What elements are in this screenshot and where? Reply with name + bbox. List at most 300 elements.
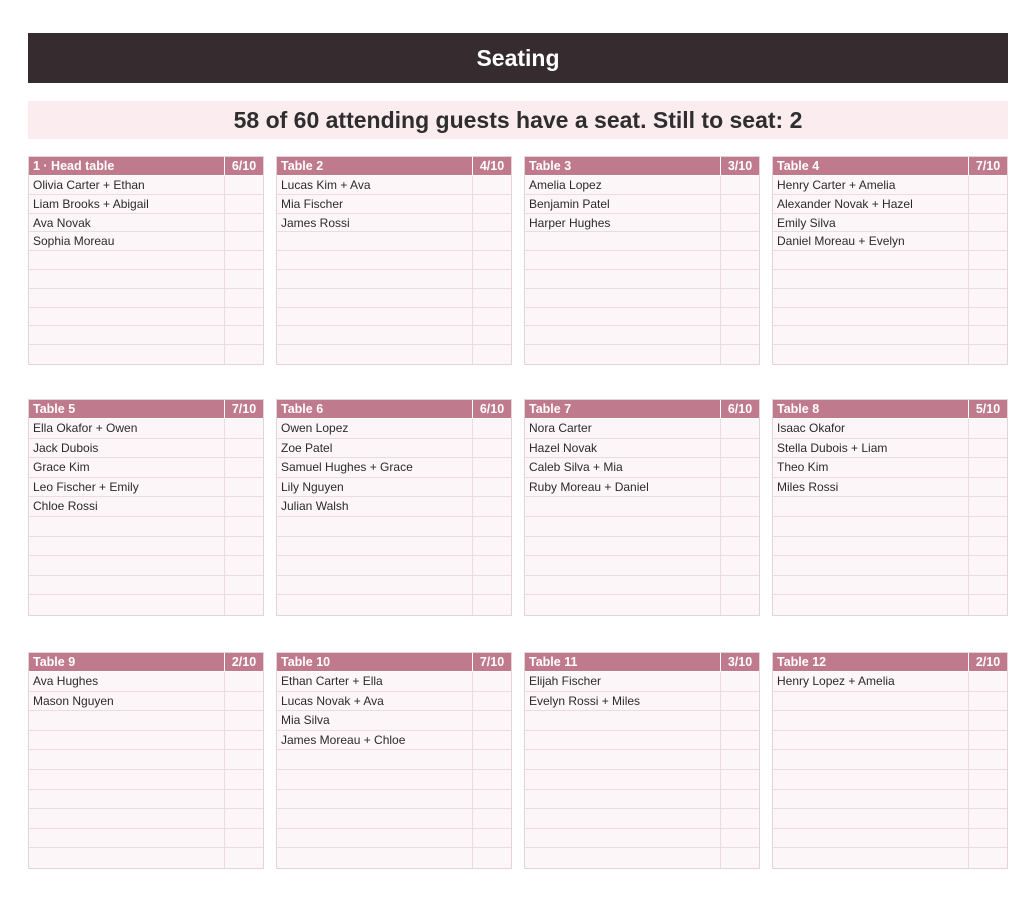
guest-name bbox=[773, 326, 969, 344]
seat-row[interactable] bbox=[277, 576, 511, 596]
guest-name bbox=[29, 345, 225, 364]
table-seat-count: 2/10 bbox=[975, 655, 1001, 669]
guest-name bbox=[525, 289, 721, 307]
seat-cell bbox=[969, 692, 1007, 711]
seat-cell bbox=[721, 326, 759, 344]
seat-row[interactable] bbox=[29, 251, 263, 270]
seat-row[interactable] bbox=[29, 419, 263, 439]
seat-cell bbox=[473, 517, 511, 536]
seat-row[interactable] bbox=[525, 326, 759, 345]
seat-cell bbox=[721, 345, 759, 364]
seat-row[interactable] bbox=[29, 711, 263, 731]
seat-row[interactable] bbox=[277, 537, 511, 557]
seat-row[interactable] bbox=[277, 692, 511, 712]
seat-cell bbox=[721, 556, 759, 575]
guest-name bbox=[277, 576, 473, 595]
seat-row[interactable] bbox=[277, 790, 511, 810]
seat-row[interactable] bbox=[773, 790, 1007, 810]
seat-row[interactable] bbox=[525, 345, 759, 364]
seat-cell bbox=[721, 419, 759, 438]
seat-row[interactable] bbox=[277, 517, 511, 537]
seat-cell bbox=[225, 731, 263, 750]
table-header bbox=[29, 653, 263, 672]
seat-row[interactable] bbox=[29, 809, 263, 829]
seat-row[interactable] bbox=[773, 731, 1007, 751]
seat-row[interactable] bbox=[525, 790, 759, 810]
seat-row[interactable] bbox=[525, 672, 759, 692]
seat-row[interactable] bbox=[773, 829, 1007, 849]
guest-name bbox=[29, 711, 225, 730]
seat-row[interactable] bbox=[773, 458, 1007, 478]
seat-row[interactable] bbox=[525, 750, 759, 770]
seat-cell bbox=[225, 576, 263, 595]
seat-row[interactable] bbox=[277, 848, 511, 868]
seat-cell bbox=[473, 176, 511, 194]
table-card[interactable] bbox=[772, 652, 1008, 869]
seat-row[interactable] bbox=[525, 419, 759, 439]
seat-row[interactable] bbox=[277, 326, 511, 345]
seat-row[interactable] bbox=[29, 790, 263, 810]
guest-name: Stella Dubois + Liam bbox=[773, 439, 969, 458]
seat-row[interactable] bbox=[773, 195, 1007, 214]
table-seat-count: 3/10 bbox=[727, 159, 753, 173]
seat-row[interactable] bbox=[773, 672, 1007, 692]
table-card[interactable] bbox=[28, 652, 264, 869]
seat-cell bbox=[969, 595, 1007, 615]
guest-name bbox=[773, 848, 969, 868]
seat-row[interactable] bbox=[29, 270, 263, 289]
seat-row[interactable] bbox=[525, 711, 759, 731]
seat-row[interactable] bbox=[29, 770, 263, 790]
seat-row[interactable] bbox=[525, 270, 759, 289]
seat-cell bbox=[225, 848, 263, 868]
seat-row[interactable] bbox=[277, 497, 511, 517]
seat-cell bbox=[225, 672, 263, 691]
seat-cell bbox=[473, 750, 511, 769]
seat-cell bbox=[721, 711, 759, 730]
guest-name: Samuel Hughes + Grace bbox=[277, 458, 473, 477]
seat-row[interactable] bbox=[277, 345, 511, 364]
guest-name bbox=[277, 289, 473, 307]
guest-name bbox=[277, 829, 473, 848]
seat-row[interactable] bbox=[525, 478, 759, 498]
seat-row[interactable] bbox=[277, 750, 511, 770]
seat-row[interactable] bbox=[29, 497, 263, 517]
guest-name bbox=[525, 595, 721, 615]
seat-row[interactable] bbox=[277, 214, 511, 233]
seat-row[interactable] bbox=[773, 478, 1007, 498]
seat-cell bbox=[721, 672, 759, 691]
seat-cell bbox=[473, 537, 511, 556]
seat-row[interactable] bbox=[277, 711, 511, 731]
seat-row[interactable] bbox=[773, 711, 1007, 731]
table-name: Table 11 bbox=[525, 653, 721, 671]
seat-row[interactable] bbox=[277, 556, 511, 576]
guest-name: Lucas Kim + Ava bbox=[277, 176, 473, 194]
seat-row[interactable] bbox=[525, 770, 759, 790]
guest-name bbox=[525, 809, 721, 828]
table-name: Table 6 bbox=[277, 400, 473, 418]
seat-row[interactable] bbox=[29, 232, 263, 251]
seat-row[interactable] bbox=[277, 809, 511, 829]
seat-row[interactable] bbox=[773, 214, 1007, 233]
seat-row[interactable] bbox=[29, 439, 263, 459]
seat-cell bbox=[721, 595, 759, 615]
table-card[interactable] bbox=[28, 156, 264, 365]
guest-name: Daniel Moreau + Evelyn bbox=[773, 232, 969, 250]
guest-name: James Rossi bbox=[277, 214, 473, 232]
seat-row[interactable] bbox=[773, 326, 1007, 345]
guest-name bbox=[29, 790, 225, 809]
table-card[interactable] bbox=[276, 399, 512, 616]
guest-name bbox=[277, 770, 473, 789]
seat-row[interactable] bbox=[277, 595, 511, 615]
guest-name bbox=[525, 848, 721, 868]
guest-name bbox=[29, 750, 225, 769]
seat-row[interactable] bbox=[525, 576, 759, 596]
seat-cell bbox=[225, 214, 263, 232]
guest-name bbox=[773, 829, 969, 848]
guest-name bbox=[525, 270, 721, 288]
seat-cell bbox=[969, 270, 1007, 288]
seat-row[interactable] bbox=[277, 270, 511, 289]
seat-cell bbox=[225, 326, 263, 344]
seat-row[interactable] bbox=[525, 692, 759, 712]
seat-row[interactable] bbox=[773, 251, 1007, 270]
seat-row[interactable] bbox=[29, 517, 263, 537]
table-card[interactable] bbox=[524, 399, 760, 616]
guest-name bbox=[277, 848, 473, 868]
seat-cell bbox=[225, 419, 263, 438]
guest-name: Chloe Rossi bbox=[29, 497, 225, 516]
table-card[interactable] bbox=[28, 399, 264, 616]
seat-cell bbox=[473, 497, 511, 516]
table-seat-count: 2/10 bbox=[231, 655, 257, 669]
seat-row[interactable] bbox=[525, 308, 759, 327]
seat-row[interactable] bbox=[773, 595, 1007, 615]
seat-row[interactable] bbox=[773, 176, 1007, 195]
guest-name bbox=[525, 770, 721, 789]
seat-row[interactable] bbox=[525, 439, 759, 459]
guest-name: James Moreau + Chloe bbox=[277, 731, 473, 750]
seat-cell bbox=[969, 214, 1007, 232]
seat-cell bbox=[473, 770, 511, 789]
seat-cell bbox=[969, 497, 1007, 516]
guest-name: Miles Rossi bbox=[773, 478, 969, 497]
table-header bbox=[525, 653, 759, 672]
guest-name bbox=[29, 537, 225, 556]
seat-cell bbox=[473, 478, 511, 497]
seat-row[interactable] bbox=[29, 458, 263, 478]
seat-cell bbox=[473, 270, 511, 288]
seat-cell bbox=[225, 537, 263, 556]
seat-row[interactable] bbox=[29, 345, 263, 364]
seat-row[interactable] bbox=[277, 439, 511, 459]
seat-row[interactable] bbox=[525, 556, 759, 576]
seat-row[interactable] bbox=[525, 595, 759, 615]
table-card[interactable] bbox=[276, 652, 512, 869]
guest-name: Olivia Carter + Ethan bbox=[29, 176, 225, 194]
seat-cell bbox=[721, 439, 759, 458]
seat-cell bbox=[225, 439, 263, 458]
seat-row[interactable] bbox=[29, 576, 263, 596]
table-name: 1 · Head table bbox=[29, 157, 225, 175]
seat-cell bbox=[225, 595, 263, 615]
seat-row[interactable] bbox=[277, 458, 511, 478]
table-name: Table 12 bbox=[773, 653, 969, 671]
seat-row[interactable] bbox=[773, 809, 1007, 829]
seat-row[interactable] bbox=[277, 308, 511, 327]
seat-row[interactable] bbox=[525, 517, 759, 537]
seat-cell bbox=[721, 848, 759, 868]
seat-row[interactable] bbox=[29, 478, 263, 498]
seat-row[interactable] bbox=[525, 232, 759, 251]
guest-name bbox=[525, 517, 721, 536]
seat-cell bbox=[969, 458, 1007, 477]
seat-row[interactable] bbox=[773, 750, 1007, 770]
guest-name: Amelia Lopez bbox=[525, 176, 721, 194]
seat-row[interactable] bbox=[277, 731, 511, 751]
guest-name bbox=[525, 308, 721, 326]
seat-row[interactable] bbox=[277, 419, 511, 439]
guest-name bbox=[525, 537, 721, 556]
seat-row[interactable] bbox=[29, 829, 263, 849]
seat-row[interactable] bbox=[773, 517, 1007, 537]
seat-row[interactable] bbox=[525, 195, 759, 214]
seat-cell bbox=[473, 326, 511, 344]
seat-cell bbox=[721, 790, 759, 809]
seat-row[interactable] bbox=[773, 576, 1007, 596]
seat-row[interactable] bbox=[525, 251, 759, 270]
seat-cell bbox=[473, 419, 511, 438]
seat-row[interactable] bbox=[29, 731, 263, 751]
guest-name: Leo Fischer + Emily bbox=[29, 478, 225, 497]
seat-row[interactable] bbox=[773, 289, 1007, 308]
table-seat-count: 3/10 bbox=[727, 655, 753, 669]
seat-row[interactable] bbox=[773, 848, 1007, 868]
seat-row[interactable] bbox=[29, 195, 263, 214]
guest-name bbox=[29, 517, 225, 536]
seat-row[interactable] bbox=[277, 672, 511, 692]
guest-name: Grace Kim bbox=[29, 458, 225, 477]
seat-cell bbox=[225, 692, 263, 711]
seat-cell bbox=[225, 517, 263, 536]
guest-name: Alexander Novak + Hazel bbox=[773, 195, 969, 213]
seat-row[interactable] bbox=[773, 419, 1007, 439]
seat-row[interactable] bbox=[29, 308, 263, 327]
seat-cell bbox=[969, 790, 1007, 809]
seat-row[interactable] bbox=[29, 848, 263, 868]
seat-cell bbox=[473, 458, 511, 477]
guest-name bbox=[277, 270, 473, 288]
seat-cell bbox=[969, 848, 1007, 868]
seat-cell bbox=[721, 731, 759, 750]
table-card[interactable] bbox=[524, 156, 760, 365]
seat-cell bbox=[473, 232, 511, 250]
seat-cell bbox=[969, 576, 1007, 595]
table-header bbox=[773, 157, 1007, 176]
guest-name bbox=[277, 251, 473, 269]
seat-cell bbox=[969, 176, 1007, 194]
seat-cell bbox=[969, 289, 1007, 307]
guest-name bbox=[525, 345, 721, 364]
seat-row[interactable] bbox=[525, 289, 759, 308]
guest-name: Isaac Okafor bbox=[773, 419, 969, 438]
seat-row[interactable] bbox=[773, 556, 1007, 576]
guest-name bbox=[525, 711, 721, 730]
seat-row[interactable] bbox=[525, 176, 759, 195]
table-card[interactable] bbox=[276, 156, 512, 365]
seat-row[interactable] bbox=[525, 214, 759, 233]
guest-name bbox=[525, 750, 721, 769]
seat-row[interactable] bbox=[277, 289, 511, 308]
guest-name bbox=[277, 537, 473, 556]
seat-cell bbox=[473, 672, 511, 691]
seat-cell bbox=[225, 711, 263, 730]
seat-cell bbox=[473, 251, 511, 269]
table-name: Table 3 bbox=[525, 157, 721, 175]
seat-row[interactable] bbox=[29, 595, 263, 615]
seat-cell bbox=[473, 439, 511, 458]
table-header bbox=[525, 400, 759, 419]
seat-row[interactable] bbox=[525, 497, 759, 517]
seat-row[interactable] bbox=[277, 770, 511, 790]
table-card[interactable] bbox=[772, 399, 1008, 616]
seat-row[interactable] bbox=[525, 731, 759, 751]
seat-cell bbox=[225, 270, 263, 288]
guest-name bbox=[277, 790, 473, 809]
seat-row[interactable] bbox=[29, 176, 263, 195]
seat-row[interactable] bbox=[773, 537, 1007, 557]
seat-row[interactable] bbox=[277, 176, 511, 195]
seat-cell bbox=[969, 439, 1007, 458]
seat-cell bbox=[969, 750, 1007, 769]
seat-row[interactable] bbox=[29, 692, 263, 712]
seat-row[interactable] bbox=[773, 345, 1007, 364]
guest-name: Ethan Carter + Ella bbox=[277, 672, 473, 691]
table-header bbox=[29, 400, 263, 419]
seat-cell bbox=[969, 345, 1007, 364]
seat-cell bbox=[225, 556, 263, 575]
guest-name: Mason Nguyen bbox=[29, 692, 225, 711]
seat-row[interactable] bbox=[29, 214, 263, 233]
seat-cell bbox=[721, 750, 759, 769]
seat-cell bbox=[721, 270, 759, 288]
seat-row[interactable] bbox=[773, 770, 1007, 790]
guest-name bbox=[525, 232, 721, 250]
seat-row[interactable] bbox=[773, 232, 1007, 251]
seat-cell bbox=[473, 289, 511, 307]
seat-cell bbox=[225, 809, 263, 828]
table-header bbox=[277, 157, 511, 176]
seat-row[interactable] bbox=[29, 750, 263, 770]
seat-row[interactable] bbox=[773, 497, 1007, 517]
table-card[interactable] bbox=[524, 652, 760, 869]
guest-name bbox=[773, 711, 969, 730]
seat-cell bbox=[225, 790, 263, 809]
seat-row[interactable] bbox=[29, 326, 263, 345]
table-card[interactable] bbox=[772, 156, 1008, 365]
guest-name: Ava Hughes bbox=[29, 672, 225, 691]
seat-cell bbox=[225, 497, 263, 516]
seat-row[interactable] bbox=[277, 251, 511, 270]
seat-row[interactable] bbox=[277, 232, 511, 251]
guest-name bbox=[525, 251, 721, 269]
seat-cell bbox=[969, 537, 1007, 556]
guest-name: Caleb Silva + Mia bbox=[525, 458, 721, 477]
table-header bbox=[29, 157, 263, 176]
seat-cell bbox=[721, 517, 759, 536]
guest-name bbox=[29, 289, 225, 307]
guest-name bbox=[29, 251, 225, 269]
seat-cell bbox=[721, 497, 759, 516]
seat-row[interactable] bbox=[773, 692, 1007, 712]
seat-cell bbox=[473, 692, 511, 711]
seat-row[interactable] bbox=[29, 289, 263, 308]
guest-name: Elijah Fischer bbox=[525, 672, 721, 691]
seat-cell bbox=[969, 731, 1007, 750]
seat-row[interactable] bbox=[525, 829, 759, 849]
seat-cell bbox=[721, 176, 759, 194]
seat-cell bbox=[721, 576, 759, 595]
seat-cell bbox=[473, 829, 511, 848]
seat-row[interactable] bbox=[277, 829, 511, 849]
seat-row[interactable] bbox=[29, 556, 263, 576]
seat-cell bbox=[969, 517, 1007, 536]
seat-row[interactable] bbox=[525, 848, 759, 868]
guest-name bbox=[773, 289, 969, 307]
seat-cell bbox=[225, 195, 263, 213]
guest-name bbox=[525, 829, 721, 848]
seat-row[interactable] bbox=[773, 270, 1007, 289]
guest-name bbox=[29, 731, 225, 750]
seat-row[interactable] bbox=[773, 308, 1007, 327]
seat-row[interactable] bbox=[525, 458, 759, 478]
seat-cell bbox=[721, 195, 759, 213]
table-name: Table 10 bbox=[277, 653, 473, 671]
guest-name: Evelyn Rossi + Miles bbox=[525, 692, 721, 711]
guest-name bbox=[773, 251, 969, 269]
table-seat-count: 5/10 bbox=[975, 402, 1001, 416]
seat-cell bbox=[473, 345, 511, 364]
guest-name bbox=[277, 556, 473, 575]
guest-name bbox=[773, 770, 969, 789]
seat-row[interactable] bbox=[277, 195, 511, 214]
seat-cell bbox=[473, 595, 511, 615]
guest-name bbox=[773, 497, 969, 516]
guest-name bbox=[773, 308, 969, 326]
seat-cell bbox=[721, 770, 759, 789]
seat-cell bbox=[969, 556, 1007, 575]
seat-row[interactable] bbox=[29, 537, 263, 557]
guest-name: Emily Silva bbox=[773, 214, 969, 232]
seat-cell bbox=[225, 176, 263, 194]
seat-row[interactable] bbox=[773, 439, 1007, 459]
guest-name bbox=[525, 731, 721, 750]
seat-row[interactable] bbox=[525, 537, 759, 557]
guest-name bbox=[29, 809, 225, 828]
seat-cell bbox=[473, 308, 511, 326]
guest-name bbox=[773, 790, 969, 809]
guest-name bbox=[773, 750, 969, 769]
guest-name: Liam Brooks + Abigail bbox=[29, 195, 225, 213]
seat-cell bbox=[225, 478, 263, 497]
seat-cell bbox=[225, 308, 263, 326]
seat-row[interactable] bbox=[525, 809, 759, 829]
seat-row[interactable] bbox=[277, 478, 511, 498]
seat-row[interactable] bbox=[29, 672, 263, 692]
guest-name: Lucas Novak + Ava bbox=[277, 692, 473, 711]
